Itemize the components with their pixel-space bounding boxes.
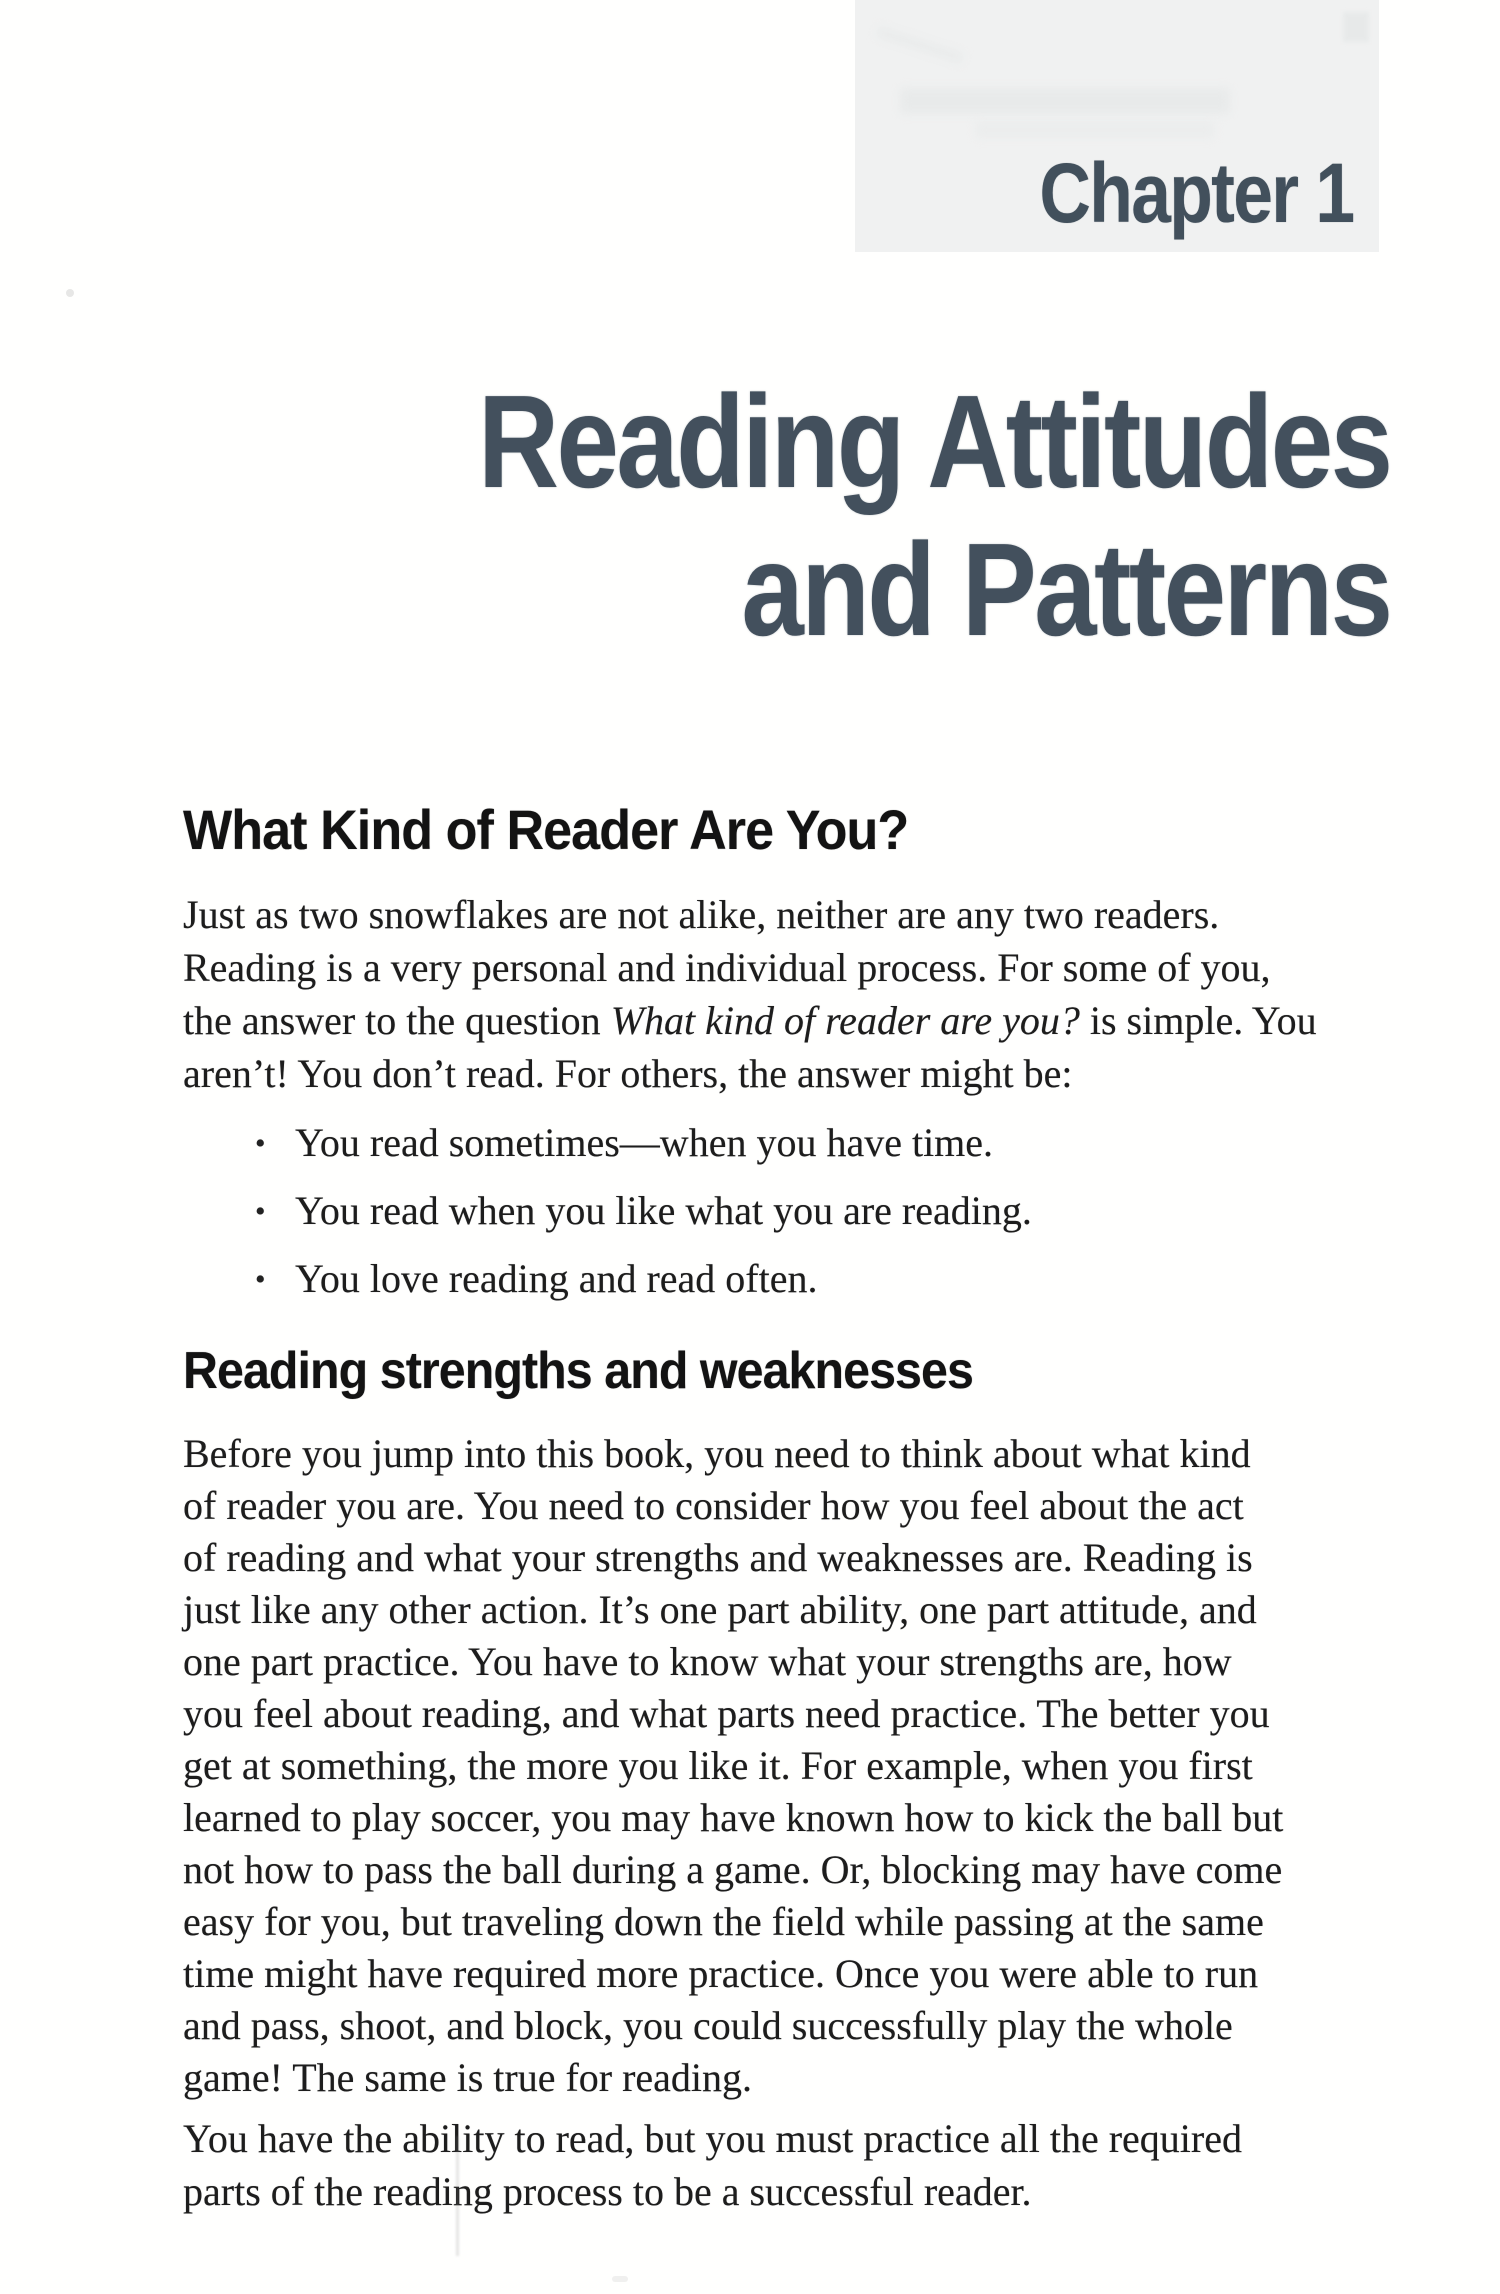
text-line xyxy=(183,994,1317,1047)
scan-speck xyxy=(612,2276,628,2282)
italic-phrase: What kind of reader are you? xyxy=(610,998,1080,1043)
text-line: easy for you, but traveling down the field while passing at the same xyxy=(183,1899,1264,1944)
section-heading-what-kind: What Kind of Reader Are You? xyxy=(183,798,909,861)
text-line: just like any other action. It’s one part ability, one part attitude, and xyxy=(183,1587,1257,1632)
chapter-title-line: Reading Attitudes xyxy=(477,368,1390,515)
closing-paragraph xyxy=(183,2112,1242,2218)
list-item-text: You love reading and read often. xyxy=(295,1256,818,1301)
text-line: of reading and what your strengths and weaknesses are. Reading is xyxy=(183,1535,1253,1580)
text-line: game! The same is true for reading. xyxy=(183,2055,753,2100)
text-line: one part practice. You have to know what your strengths are, how xyxy=(183,1639,1232,1684)
scan-bleedthrough-mark xyxy=(975,122,1215,138)
text-segment: the answer to the question xyxy=(183,998,611,1043)
text-line: not how to pass the ball during a game. Or, blocking may have come xyxy=(183,1847,1283,1892)
scan-smudge xyxy=(456,2136,459,2256)
text-line: get at something, the more you like it. For example, when you first xyxy=(183,1743,1253,1788)
chapter-header-box xyxy=(855,0,1379,252)
bullet-icon: • xyxy=(255,1195,266,1228)
text-line: Just as two snowflakes are not alike, neither are any two readers. xyxy=(183,892,1220,937)
text-line: Before you jump into this book, you need to think about what kind xyxy=(183,1431,1251,1476)
text-line: parts of the reading process to be a successful reader. xyxy=(183,2169,1032,2214)
text-line: and pass, shoot, and block, you could successfully play the whole xyxy=(183,2003,1233,2048)
intro-paragraph xyxy=(183,888,1317,1100)
list-item xyxy=(183,1184,1032,1238)
chapter-title xyxy=(317,368,1390,664)
strengths-paragraph xyxy=(183,1428,1283,2104)
text-line: you feel about reading, and what parts need practice. The better you xyxy=(183,1691,1270,1736)
text-line: learned to play soccer, you may have known how to kick the ball but xyxy=(183,1795,1284,1840)
section-heading-strengths: Reading strengths and weaknesses xyxy=(183,1342,973,1400)
bullet-icon: • xyxy=(255,1127,266,1160)
chapter-number-label: Chapter 1 xyxy=(1038,146,1353,240)
scan-bleedthrough-mark xyxy=(876,26,965,63)
list-item xyxy=(183,1116,1032,1170)
scan-smudge xyxy=(1343,12,1369,42)
text-line: Reading is a very personal and individual process. For some of you, xyxy=(183,945,1271,990)
text-segment: is simple. You xyxy=(1079,998,1317,1043)
text-line: time might have required more practice. Once you were able to run xyxy=(183,1951,1259,1996)
text-line: aren’t! You don’t read. For others, the answer might be: xyxy=(183,1051,1073,1096)
scan-speck xyxy=(66,289,74,297)
reader-types-list xyxy=(183,1116,1032,1320)
list-item-text: You read sometimes—when you have time. xyxy=(295,1120,994,1165)
text-line: of reader you are. You need to consider how you feel about the act xyxy=(183,1483,1244,1528)
text-line: You have the ability to read, but you must practice all the required xyxy=(183,2116,1242,2161)
list-item xyxy=(183,1252,1032,1306)
chapter-title-line: and Patterns xyxy=(740,516,1390,663)
bullet-icon: • xyxy=(255,1263,266,1296)
scan-bleedthrough-mark xyxy=(900,88,1230,114)
list-item-text: You read when you like what you are reading. xyxy=(295,1188,1032,1233)
